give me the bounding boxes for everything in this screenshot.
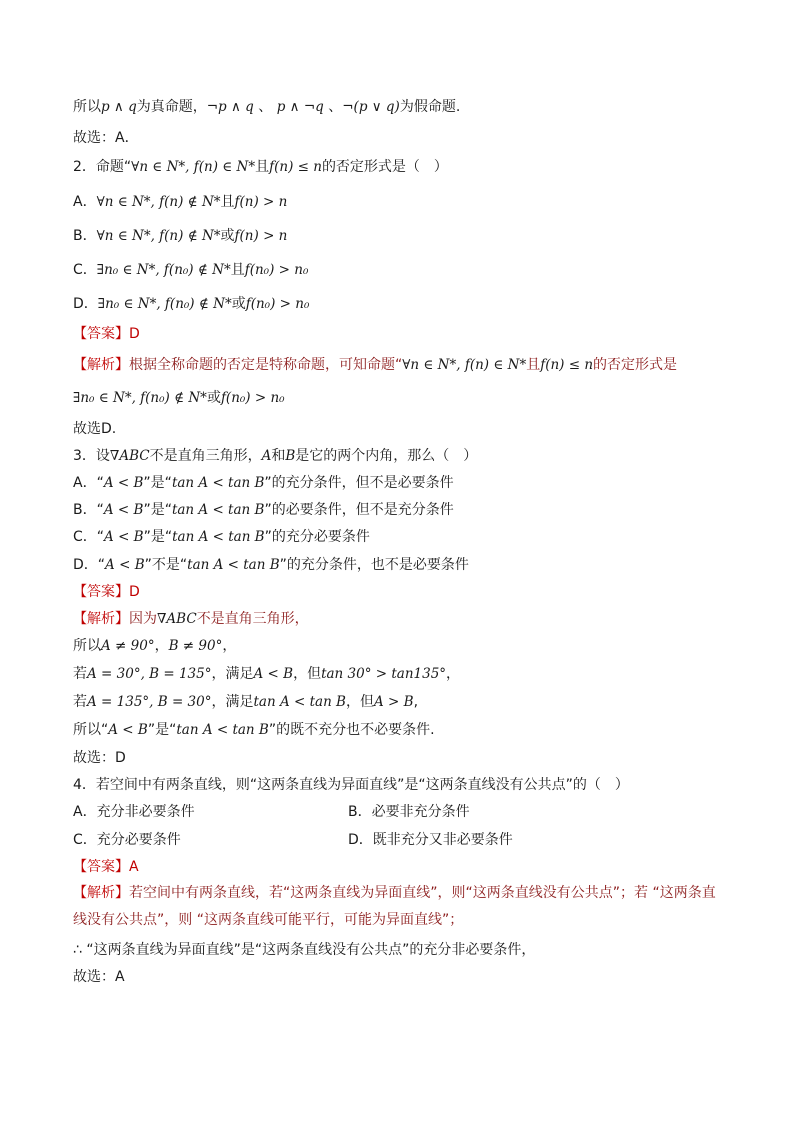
q2-option-c: C．∃n₀ ∈ N*, f(n₀) ∉ N*且f(n₀) > n₀ — [73, 262, 309, 278]
q3-analysis-l5: 所以“A < B”是“tan A < tan B”的既不充分也不必要条件. — [73, 722, 435, 738]
q3-stem: 3．设∇ABC不是直角三角形，A和B是它的两个内角，那么（ ） — [73, 448, 478, 464]
q4-stem: 4．若空间中有两条直线，则“这两条直线为异面直线”是“这两条直线没有公共点”的（ ） — [73, 777, 629, 793]
q3-option-d: D．“A < B”不是“tan A < tan B”的充分条件，也不是必要条件 — [73, 557, 469, 573]
q3-answer: 【答案】D — [73, 584, 140, 600]
q4-answer: 【答案】A — [73, 859, 139, 875]
q3-option-a: A．“A < B”是“tan A < tan B”的充分条件，但不是必要条件 — [73, 475, 454, 491]
q3-option-c: C．“A < B”是“tan A < tan B”的充分必要条件 — [73, 529, 370, 545]
q4-option-a: A．充分非必要条件 — [73, 804, 195, 820]
q3-option-b: B．“A < B”是“tan A < tan B”的必要条件，但不是充分条件 — [73, 502, 454, 518]
analysis-tag: 【解析】 — [73, 357, 129, 373]
p1-conclusion: 所以p ∧ q为真命题，¬p ∧ q 、 p ∧ ¬q 、¬(p ∨ q)为假命题. — [73, 99, 461, 115]
analysis-tag: 【解析】 — [73, 885, 129, 901]
q4-therefore: ∴ “这两条直线为异面直线”是“这两条直线没有公共点”的充分非必要条件， — [73, 942, 536, 958]
q3-analysis-l4: 若A = 135°, B = 30°，满足tan A < tan B，但A > B, — [73, 694, 419, 710]
q3-choice: 故选：D — [73, 750, 126, 766]
answer-tag: 【答案】 — [73, 584, 129, 600]
q2-analysis-line2: ∃n₀ ∈ N*, f(n₀) ∉ N*或f(n₀) > n₀ — [73, 390, 285, 406]
q2-stem: 2．命题“∀n ∈ N*, f(n) ∈ N*且f(n) ≤ n的否定形式是（ ） — [73, 159, 448, 175]
q4-option-b: B．必要非充分条件 — [348, 804, 470, 820]
q2-answer: 【答案】D — [73, 326, 140, 342]
q2-option-d: D．∃n₀ ∈ N*, f(n₀) ∉ N*或f(n₀) > n₀ — [73, 296, 310, 312]
q3-analysis: 【解析】因为∇ABC不是直角三角形， — [73, 611, 309, 627]
q2-option-b: B．∀n ∈ N*, f(n) ∉ N*或f(n) > n — [73, 228, 288, 244]
q4-option-d: D．既非充分又非必要条件 — [348, 832, 513, 848]
q4-choice: 故选：A — [73, 969, 125, 985]
analysis-tag: 【解析】 — [73, 611, 129, 627]
q2-option-a: A．∀n ∈ N*, f(n) ∉ N*且f(n) > n — [73, 194, 288, 210]
q3-analysis-l2: 所以A ≠ 90°，B ≠ 90°， — [73, 638, 237, 654]
answer-tag: 【答案】 — [73, 859, 129, 875]
p1-choice: 故选：A． — [73, 130, 139, 146]
q3-analysis-l3: 若A = 30°, B = 135°，满足A < B，但tan 30° > tan135°， — [73, 666, 461, 682]
q4-option-c: C．充分必要条件 — [73, 832, 181, 848]
q2-choice: 故选D. — [73, 421, 117, 437]
q4-analysis: 【解析】若空间中有两条直线，若“这两条直线为异面直线”，则“这两条直线没有公共点”；若 “这两条直线没有公共点”，则 “这两条直线可能平行，可能为异面直线”； — [73, 885, 716, 928]
q2-analysis: 【解析】根据全称命题的否定是特称命题，可知命题“∀n ∈ N*, f(n) ∈ N*且f(n) ≤ n的否定形式是 — [73, 357, 678, 373]
answer-tag: 【答案】 — [73, 326, 129, 342]
